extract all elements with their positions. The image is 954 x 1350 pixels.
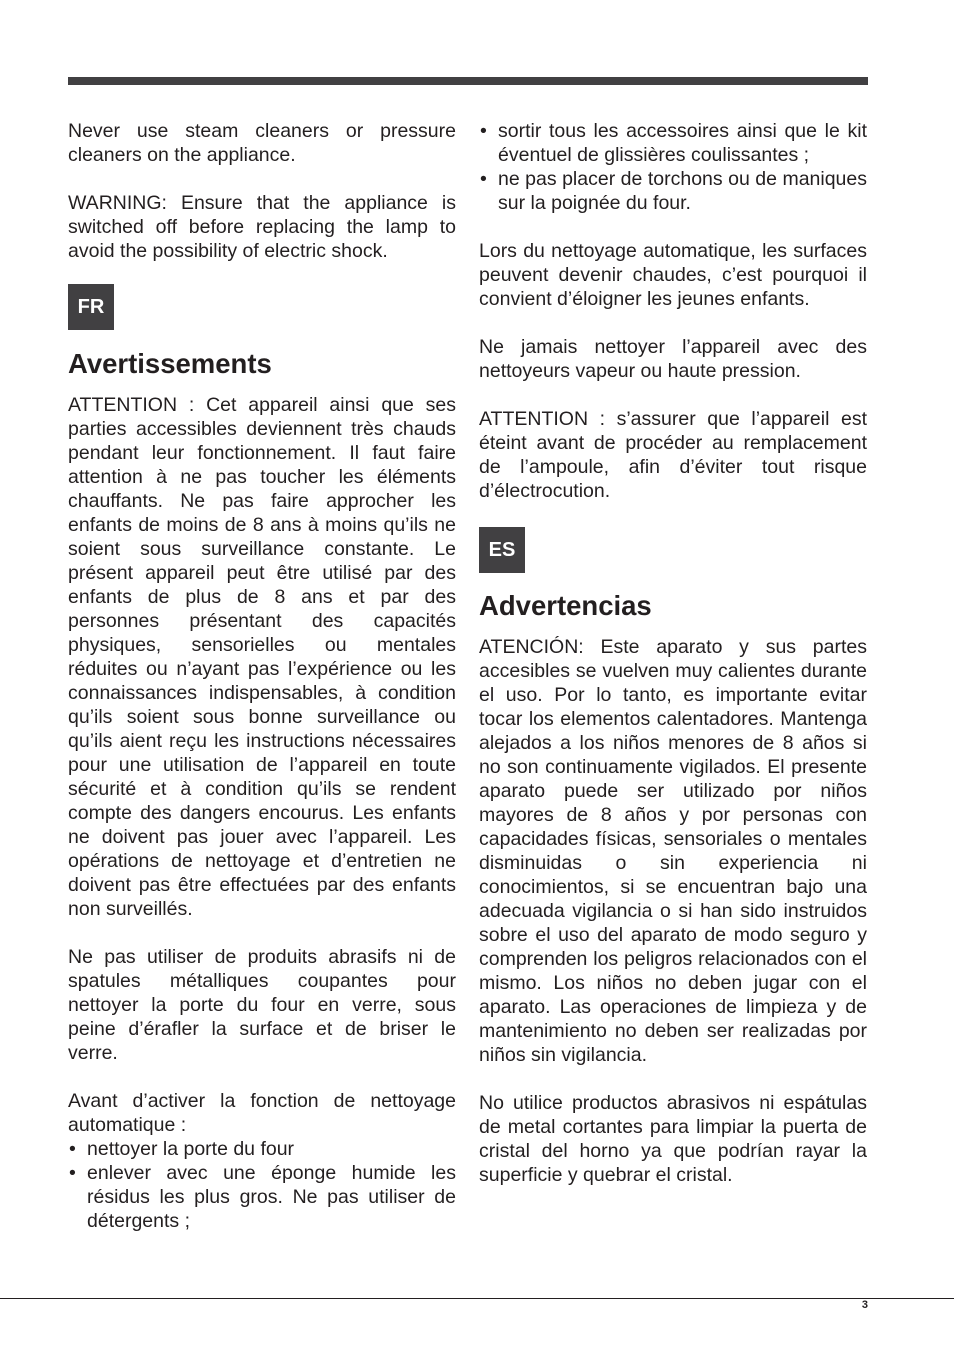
french-steam-paragraph: Ne jamais nettoyer l’appareil avec des nettoyeurs vapeur ou haute pression. (479, 336, 867, 382)
list-item: • sortir tous les accessoires ainsi que le kit éventuel de glissières coulissantes ; (479, 119, 867, 167)
top-rule (68, 77, 868, 85)
language-tag-es: ES (479, 527, 525, 573)
spanish-abrasive-paragraph: No utilice productos abrasivos ni espátulas de metal cortantes para limpiar la puerta de cristal del horno ya que podrían rayar la superficie y quebrar el cristal. (479, 1092, 867, 1186)
list-item: • nettoyer la porte du four (68, 1137, 456, 1161)
french-cleaning-list-right (479, 119, 867, 215)
french-abrasive-paragraph: Ne pas utiliser de produits abrasifs ni de spatules métalliques coupantes pour nettoyer la porte du four en verre, sous peine d’érafler la surface et de briser le verre. (68, 946, 456, 1064)
spanish-attention-paragraph: ATENCIÓN: Este aparato y sus partes accesibles se vuelven muy calientes durante el uso. Por lo tanto, es importante evitar tocar los elementos calentadores. Mantenga alejados a los niños menores de 8 años si no son continuamente vigilados. El presente aparato puede ser utilizado por niños mayores de 8 años y por personas con capacidades físicas, sensoriales o mentales disminuidas o sin experiencia ni conocimientos, si se encuentran bajo una adecuada vigilancia o si han sido instruidos sobre el uso del aparato de modo seguro y comprenden los peligros relacionados con el mismo. Los niños no deben jugar con el aparato. Las operaciones de limpieza y de mantenimiento no deben ser realizadas por niños sin vigilancia. (479, 636, 867, 1066)
page-number: 3 (861, 1299, 868, 1311)
heading-avertissements: Avertissements (68, 348, 272, 379)
french-lamp-paragraph: ATTENTION : s’assurer que l’appareil est éteint avant de procéder au remplacement de l’ampoule, afin d’éviter tout risque d’électrocution. (479, 408, 867, 502)
french-attention-paragraph: ATTENTION : Cet appareil ainsi que ses parties accessibles deviennent très chauds pendant leur fonctionnement. Il faut faire attention à ne pas toucher les éléments chauffants. Ne pas faire approcher les enfants de moins de 8 ans à moins qu’ils ne soient sous surveillance constante. Le présent appareil peut être utilisé par des enfants de plus de 8 ans et par des personnes présentant des capacités physiques, sensorielles ou mentales réduites ou n’ayant pas l’expérience ou les connaissances indispensables, à condition qu’ils soient sous bonne surveillance ou qu’ils aient reçu les instructions nécessaires pour une utilisation de l’appareil en toute sécurité et à condition qu’ils se rendent compte des dangers encourus. Les enfants ne doivent pas jouer avec l’appareil. Les opérations de nettoyage et d’entretien ne doivent pas être effectuées par des enfants non surveillés. (68, 394, 456, 920)
english-lamp-warning: WARNING: Ensure that the appliance is switched off before replacing the lamp to avoid the possibility of electric shock. (68, 192, 456, 262)
french-cleaning-list-left (68, 1137, 456, 1233)
right-column (479, 119, 867, 1187)
list-item: • enlever avec une éponge humide les résidus les plus gros. Ne pas utiliser de détergents ; (68, 1161, 456, 1233)
bottom-rule (0, 1298, 954, 1299)
left-column (68, 119, 456, 1233)
language-tag-fr: FR (68, 284, 114, 330)
french-cleaning-intro: Avant d’activer la fonction de nettoyage automatique : (68, 1090, 456, 1136)
heading-advertencias: Advertencias (479, 590, 652, 621)
french-auto-clean-paragraph: Lors du nettoyage automatique, les surfaces peuvent devenir chaudes, c’est pourquoi il convient d’éloigner les jeunes enfants. (479, 240, 867, 310)
list-item: • ne pas placer de torchons ou de maniques sur la poignée du four. (479, 167, 867, 215)
english-steam-warning: Never use steam cleaners or pressure cleaners on the appliance. (68, 120, 456, 166)
